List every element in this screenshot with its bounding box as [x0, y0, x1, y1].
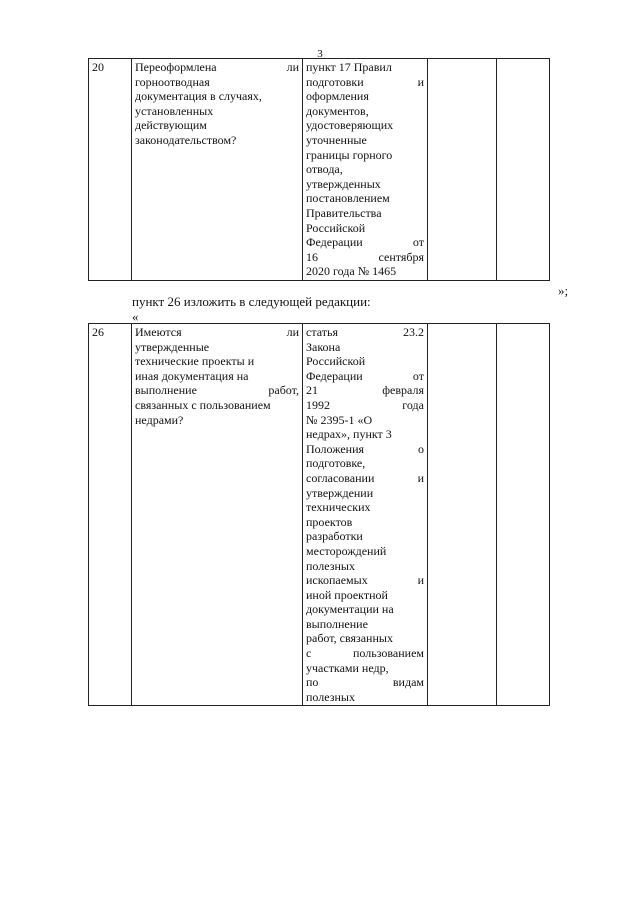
cell-text-word: ли	[286, 325, 299, 339]
cell-text-line: недрами?	[135, 412, 184, 427]
cell-text-word: о	[418, 441, 424, 456]
question-cell	[132, 59, 303, 281]
cell-text-line: постановлением	[306, 191, 390, 206]
cell-text-word: Федерации	[306, 235, 363, 250]
cell-text-word: 23.2	[403, 325, 424, 339]
cell-text-line	[135, 383, 299, 398]
empty-note-cell	[497, 59, 550, 281]
cell-text-line: утвержденных	[306, 176, 381, 191]
cell-text-line: Закона	[306, 339, 341, 354]
cell-text-word: 1992	[306, 397, 330, 412]
cell-text-word: 16	[306, 249, 318, 264]
cell-text-line: полезных	[306, 558, 355, 573]
cell-text-line: Российской	[306, 354, 366, 369]
cell-text-line: уточненные	[306, 132, 367, 147]
cell-text-line	[306, 235, 424, 250]
cell-text-line: иной проектной	[306, 587, 388, 602]
empty-answer-cell	[428, 59, 497, 281]
cell-text-line	[135, 325, 299, 340]
cell-text-line: недрах», пункт 3	[306, 427, 392, 442]
cell-text-word: и	[417, 470, 424, 485]
table-row	[89, 59, 550, 281]
cell-text-line	[306, 325, 424, 340]
cell-text-line	[306, 398, 424, 413]
legal-reference-cell	[303, 59, 428, 281]
cell-text-line	[306, 675, 424, 690]
cell-text-word: от	[412, 368, 424, 383]
empty-note-cell	[497, 324, 550, 706]
cell-text-line	[306, 369, 424, 384]
cell-text-line	[306, 646, 424, 661]
cell-text-line: участками недр,	[306, 660, 389, 675]
cell-text-word: Положения	[306, 441, 365, 456]
cell-text-line: отвода,	[306, 162, 343, 177]
empty-answer-cell	[428, 324, 497, 706]
cell-text-word: видам	[392, 675, 424, 690]
cell-text-line: горноотводная	[135, 74, 210, 89]
cell-text-line: 2020 года № 1465	[306, 264, 397, 279]
cell-text-word: Федерации	[306, 368, 363, 383]
row-number-cell: 20	[89, 59, 132, 281]
cell-text-line: оформления	[306, 89, 369, 104]
opening-quote: «	[132, 309, 139, 324]
cell-text-line: разработки	[306, 529, 363, 544]
cell-text-line: действующим	[135, 118, 207, 133]
cell-text-word: по	[306, 675, 319, 690]
cell-text-line: Правительства	[306, 205, 382, 220]
cell-text-line: работ, связанных	[306, 631, 393, 646]
cell-text-line: технических	[306, 500, 371, 515]
cell-text-word: года	[402, 397, 424, 412]
cell-text-line	[306, 250, 424, 265]
page-number: 3	[317, 48, 323, 60]
row-number-cell: 26	[89, 324, 132, 706]
cell-text-word: выполнение	[135, 383, 197, 398]
cell-text-word: от	[412, 235, 424, 250]
cell-text-line: проектов	[306, 514, 353, 529]
cell-text-word: Имеются	[135, 325, 182, 339]
cell-text-line: № 2395-1 «О	[306, 412, 373, 427]
cell-text-line: документация в случаях,	[135, 89, 262, 104]
cell-text-word: 21	[306, 383, 318, 398]
cell-text-word: и	[417, 74, 424, 89]
amendment-instruction: пункт 26 изложить в следующей редакции:	[132, 294, 371, 309]
cell-text-word: ископаемых	[306, 573, 368, 588]
cell-text-word: Переоформлена	[135, 60, 217, 74]
cell-text-line: установленных	[135, 103, 214, 118]
cell-text-line: иная документация на	[135, 368, 249, 383]
cell-text-word: сентября	[378, 249, 424, 264]
cell-text-line: утверждении	[306, 485, 374, 500]
cell-text-line: Российской	[306, 220, 366, 235]
cell-text-word: февраля	[382, 383, 424, 398]
cell-text-line: технические проекты и	[135, 354, 255, 369]
cell-text-line	[306, 573, 424, 588]
cell-text-line	[306, 383, 424, 398]
cell-text-line: документов,	[306, 103, 369, 118]
closing-quote: »;	[558, 283, 569, 298]
cell-text-word: с	[306, 646, 312, 661]
cell-text-line: удостоверяющих	[306, 118, 394, 133]
cell-text-line	[306, 75, 424, 90]
legal-reference-cell	[303, 324, 428, 706]
cell-text-word: пользованием	[353, 646, 424, 661]
cell-text-line: пункт 17 Правил	[306, 60, 392, 74]
cell-text-word: подготовки	[306, 74, 364, 89]
cell-text-line	[306, 471, 424, 486]
checklist-table-row-20	[88, 58, 550, 281]
cell-text-line: полезных	[306, 689, 355, 704]
cell-text-word: согласовании	[306, 470, 375, 485]
cell-text-line: утвержденные	[135, 339, 210, 354]
question-cell	[132, 324, 303, 706]
cell-text-line: подготовке,	[306, 456, 366, 471]
cell-text-line: границы горного	[306, 147, 393, 162]
cell-text-word: статья	[306, 325, 338, 339]
cell-text-line: выполнение	[306, 616, 368, 631]
checklist-table-row-26	[88, 323, 550, 706]
cell-text-line	[306, 442, 424, 457]
cell-text-line: связанных с пользованием	[135, 397, 271, 412]
cell-text-line: документации на	[306, 602, 394, 617]
cell-text-line	[135, 60, 299, 75]
cell-text-word: работ,	[268, 383, 299, 398]
cell-text-line: месторождений	[306, 543, 387, 558]
cell-text-word: и	[417, 573, 424, 588]
cell-text-word: ли	[286, 60, 299, 74]
table-row	[89, 324, 550, 706]
cell-text-line: законодательством?	[135, 132, 237, 147]
